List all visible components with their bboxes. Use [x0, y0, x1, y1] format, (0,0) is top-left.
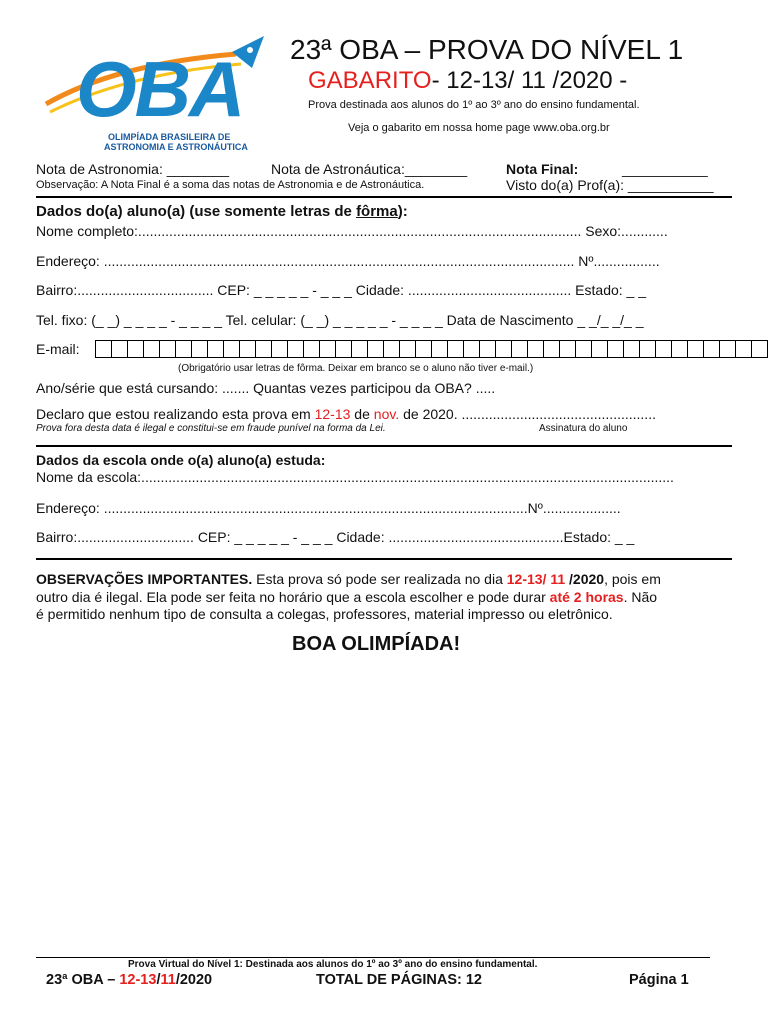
email-char-box[interactable]: [463, 340, 480, 358]
email-char-box[interactable]: [591, 340, 608, 358]
email-char-box[interactable]: [751, 340, 768, 358]
website-note: Veja o gabarito em nossa home page www.oba.org.br: [348, 122, 610, 134]
page-number: Página 1: [629, 972, 689, 988]
assinatura-label: Assinatura do aluno: [539, 423, 628, 434]
observacoes-line1-end: , pois em: [604, 571, 661, 587]
escola-bairro-field[interactable]: Bairro:.............................. CEP: _ _ _ _ _ - _ _ _ Cidade: .............................................Estado: _ _: [36, 529, 635, 545]
student-heading: [36, 203, 408, 220]
email-char-box[interactable]: [383, 340, 400, 358]
footer-oba: 23ª OBA –: [46, 972, 120, 988]
observacao-nota: Observação: A Nota Final é a soma das notas de Astronomia e de Astronáutica.: [36, 179, 425, 191]
email-char-box[interactable]: [655, 340, 672, 358]
email-char-box[interactable]: [703, 340, 720, 358]
email-char-box[interactable]: [271, 340, 288, 358]
email-char-box[interactable]: [479, 340, 496, 358]
footer-month: 11: [160, 972, 176, 988]
email-label: E-mail:: [36, 341, 80, 357]
email-char-box[interactable]: [239, 340, 256, 358]
page-title: 23ª OBA – PROVA DO NÍVEL 1: [290, 34, 684, 65]
school-heading: Dados da escola onde o(a) aluno(a) estuda:: [36, 452, 326, 468]
declaro-text: Declaro que estou realizando esta prova em: [36, 406, 315, 422]
observacoes-duration: até 2 horas: [549, 589, 624, 605]
observacoes-date: 12-13/ 11: [506, 571, 566, 587]
email-char-box[interactable]: [351, 340, 368, 358]
nota-astronautica: Nota de Astronáutica:________: [271, 161, 468, 177]
email-char-box[interactable]: [255, 340, 272, 358]
email-char-box[interactable]: [511, 340, 528, 358]
gabarito-word: GABARITO: [308, 67, 432, 94]
bairro-cep-cidade-field[interactable]: Bairro:................................... CEP: _ _ _ _ _ - _ _ _ Cidade: .......................................... Estado: _ _: [36, 282, 647, 298]
logo-caption-2: ASTRONOMIA E ASTRONÁUTICA: [104, 142, 248, 152]
nota-astronomia: Nota de Astronomia: ________: [36, 161, 230, 177]
email-char-box[interactable]: [671, 340, 688, 358]
email-char-box[interactable]: [223, 340, 240, 358]
declaro-date: 12-13: [314, 406, 351, 422]
email-char-box[interactable]: [447, 340, 464, 358]
email-char-box[interactable]: [287, 340, 304, 358]
student-heading-text: Dados do(a) aluno(a) (use somente letras de: [36, 203, 357, 220]
email-char-box[interactable]: [719, 340, 736, 358]
email-char-box[interactable]: [191, 340, 208, 358]
declaracao-line[interactable]: [36, 406, 656, 422]
email-char-box[interactable]: [431, 340, 448, 358]
email-char-box[interactable]: [143, 340, 160, 358]
email-input[interactable]: [96, 340, 768, 358]
email-char-box[interactable]: [527, 340, 544, 358]
email-char-box[interactable]: [623, 340, 640, 358]
fraude-note: Prova fora desta data é ilegal e constitui-se em fraude punível na forma da Lei.: [36, 423, 386, 434]
footer-oba-date: [46, 972, 212, 988]
email-char-box[interactable]: [367, 340, 384, 358]
endereco-field[interactable]: Endereço: ......................................................................................................................... Nº.................: [36, 253, 660, 269]
email-char-box[interactable]: [335, 340, 352, 358]
ano-serie-field[interactable]: Ano/série que está cursando: ....... Quantas vezes participou da OBA? .....: [36, 380, 496, 396]
declaro-signature-line: de 2020. ..................................................: [399, 406, 656, 422]
oba-logo: [36, 34, 268, 156]
email-char-box[interactable]: [303, 340, 320, 358]
visto-professor: Visto do(a) Prof(a): ___________: [506, 177, 714, 193]
observacoes-line-2: [36, 589, 657, 605]
observacoes-line-1: [36, 571, 661, 587]
telefone-nascimento-field[interactable]: Tel. fixo: (_ _) _ _ _ _ - _ _ _ _ Tel. celular: (_ _) _ _ _ _ _ - _ _ _ _ Data de Nascimento _ _/_ _/_ _: [36, 312, 644, 328]
footer-slash: /: [156, 972, 161, 988]
email-char-box[interactable]: [399, 340, 416, 358]
divider: [36, 445, 732, 447]
email-char-box[interactable]: [207, 340, 224, 358]
email-char-box[interactable]: [543, 340, 560, 358]
email-char-box[interactable]: [159, 340, 176, 358]
escola-endereco-field[interactable]: Endereço: .............................................................................................................Nº....................: [36, 500, 621, 516]
nota-final-blank: ___________: [622, 161, 708, 177]
observacoes-label: OBSERVAÇÕES IMPORTANTES.: [36, 571, 253, 587]
nome-completo-field[interactable]: Nome completo:.................................................................................................................. Sexo:............: [36, 223, 668, 239]
footer-day: 12-13: [119, 972, 157, 988]
observacoes-line2-end: . Não: [623, 589, 658, 605]
gabarito-date: - 12-13/ 11 /2020 -: [431, 67, 628, 94]
email-char-box[interactable]: [687, 340, 704, 358]
email-char-box[interactable]: [111, 340, 128, 358]
intended-audience: Prova destinada aos alunos do 1º ao 3º ano do ensino fundamental.: [308, 99, 640, 111]
email-char-box[interactable]: [559, 340, 576, 358]
logo-text: OBA: [76, 45, 244, 133]
boa-olimpiada: BOA OLIMPÍADA!: [292, 633, 461, 655]
email-char-box[interactable]: [495, 340, 512, 358]
observacoes-year: /2020: [565, 571, 605, 587]
email-char-box[interactable]: [639, 340, 656, 358]
nome-escola-field[interactable]: Nome da escola:.........................................................................................................................................: [36, 469, 674, 485]
declaro-month: nov.: [373, 406, 400, 422]
email-char-box[interactable]: [415, 340, 432, 358]
observacoes-line-3: é permitido nenhum tipo de consulta a colegas, professores, material impresso ou eletrônico.: [36, 606, 613, 622]
observacoes-text: Esta prova só pode ser realizada no dia: [252, 571, 507, 587]
email-char-box[interactable]: [175, 340, 192, 358]
email-char-box[interactable]: [735, 340, 752, 358]
email-char-box[interactable]: [95, 340, 112, 358]
footer-divider: [36, 957, 710, 958]
observacoes-line2-text: outro dia é ilegal. Ela pode ser feita no horário que a escola escolher e pode durar: [36, 589, 550, 605]
total-paginas: TOTAL DE PÁGINAS: 12: [316, 972, 482, 988]
nota-final-label: Nota Final:: [506, 161, 579, 177]
declaro-de: de: [350, 406, 374, 422]
logo-caption-1: OLIMPÍADA BRASILEIRA DE: [108, 132, 231, 142]
student-heading-end: ):: [397, 203, 408, 220]
divider: [36, 558, 732, 560]
email-char-box[interactable]: [575, 340, 592, 358]
email-char-box[interactable]: [127, 340, 144, 358]
student-heading-forma: fôrma: [356, 203, 398, 220]
footer-note: Prova Virtual do Nível 1: Destinada aos alunos do 1º ao 3º ano do ensino fundamental.: [128, 959, 538, 970]
divider: [36, 196, 732, 198]
email-note: (Obrigatório usar letras de fôrma. Deixar em branco se o aluno não tiver e-mail.): [178, 363, 534, 374]
gabarito-line: [308, 67, 627, 95]
footer-year: /2020: [175, 972, 213, 988]
email-char-box[interactable]: [607, 340, 624, 358]
email-char-box[interactable]: [319, 340, 336, 358]
